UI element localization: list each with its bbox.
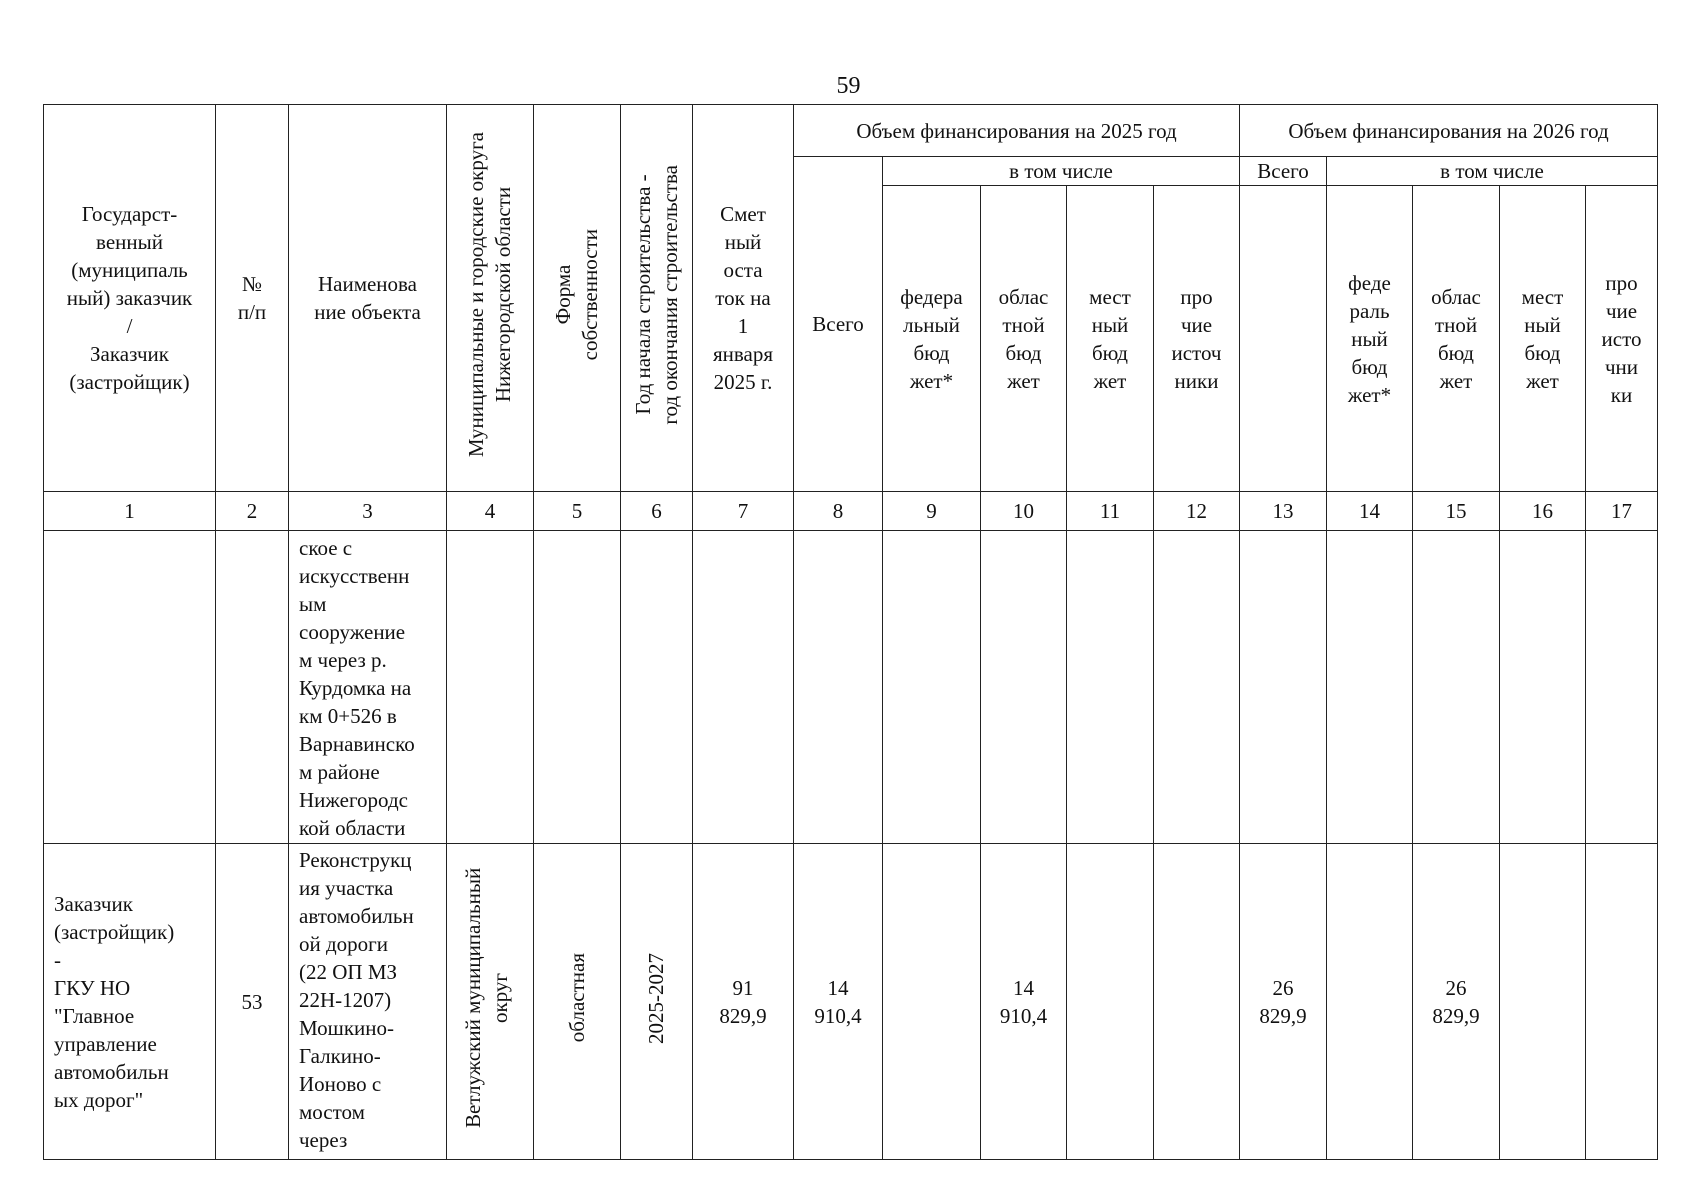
cell-empty: [693, 531, 794, 844]
cell-empty: [1067, 531, 1154, 844]
header-total-2026: Всего: [1240, 157, 1327, 186]
header-estimated-balance: Смет ный оста ток на 1 января 2025 г.: [693, 105, 794, 492]
column-number: 14: [1327, 492, 1413, 531]
column-number: 7: [693, 492, 794, 531]
federal-2026-cell: [1327, 844, 1413, 1160]
local-2025-cell: [1067, 844, 1154, 1160]
cell-empty: [794, 531, 883, 844]
header-federal-2025: федера льный бюд жет*: [883, 186, 981, 492]
header-including-2025: в том числе: [883, 157, 1240, 186]
column-number: 16: [1500, 492, 1586, 531]
regional-2026-cell: 26 829,9: [1413, 844, 1500, 1160]
header-other-2026: про чие исто чни ки: [1586, 186, 1658, 492]
cell-empty: [1154, 531, 1240, 844]
federal-2025-cell: [883, 844, 981, 1160]
column-number: 1: [44, 492, 216, 531]
header-regional-2025: облас тной бюд жет: [981, 186, 1067, 492]
cell-empty: [1500, 531, 1586, 844]
regional-2025-cell: 14 910,4: [981, 844, 1067, 1160]
cell-empty: [447, 531, 534, 844]
cell-empty: [1240, 531, 1327, 844]
column-number: 5: [534, 492, 621, 531]
cell-empty: [981, 531, 1067, 844]
page-number: 59: [836, 73, 861, 99]
header-local-2025: мест ный бюд жет: [1067, 186, 1154, 492]
estimated-balance-cell: 91 829,9: [693, 844, 794, 1160]
header-customer: [44, 105, 216, 492]
continuation-object-name: ское с искусственн ым сооружение м через р. Курдомка на км 0+526 в Варнавинско м районе Нижегородс кой области: [289, 531, 447, 844]
total-2026-cell: 26 829,9: [1240, 844, 1327, 1160]
header-local-2026: мест ный бюд жет: [1500, 186, 1586, 492]
other-2026-cell: [1586, 844, 1658, 1160]
header-financing-2025: Объем финансирования на 2025 год: [794, 105, 1240, 157]
column-number: 11: [1067, 492, 1154, 531]
header-ownership: Форма собственности: [534, 105, 621, 492]
column-number: 10: [981, 492, 1067, 531]
column-number: 15: [1413, 492, 1500, 531]
municipality-cell: Ветлужский муниципальный округ: [447, 844, 534, 1160]
cell-empty: [1586, 531, 1658, 844]
header-total-2026-body: [1240, 186, 1327, 492]
header-regional-2026: облас тной бюд жет: [1413, 186, 1500, 492]
column-number: 4: [447, 492, 534, 531]
years-cell: 2025-2027: [621, 844, 693, 1160]
cell-empty: [44, 531, 216, 844]
header-municipality: Муниципальные и городские округа Нижегородской области: [447, 105, 534, 492]
customer-cell: Заказчик (застройщик) - ГКУ НО "Главное управление автомобильн ых дорог": [44, 844, 216, 1160]
column-number: 2: [216, 492, 289, 531]
total-2025-cell: 14 910,4: [794, 844, 883, 1160]
column-number: 8: [794, 492, 883, 531]
header-construction-years: Год начала строительства - год окончания строительства: [621, 105, 693, 492]
header-federal-2026: феде раль ный бюд жет*: [1327, 186, 1413, 492]
header-including-2026: в том числе: [1327, 157, 1658, 186]
column-number-row: [44, 492, 1658, 531]
ownership-cell: областная: [534, 844, 621, 1160]
header-financing-2026: Объем финансирования на 2026 год: [1240, 105, 1658, 157]
header-object-name: Наименова ние объекта: [289, 105, 447, 492]
local-2026-cell: [1500, 844, 1586, 1160]
column-number: 9: [883, 492, 981, 531]
column-number: 6: [621, 492, 693, 531]
header-customer-text: Государст- венный (муниципаль ный) заказчик / Заказчик (застройщик): [66, 202, 193, 394]
table-row: [44, 844, 1658, 1160]
continuation-row: [44, 531, 1658, 844]
column-number: 17: [1586, 492, 1658, 531]
header-total-2025: Всего: [794, 157, 883, 492]
cell-empty: [216, 531, 289, 844]
financing-table: [43, 104, 1658, 1160]
other-2025-cell: [1154, 844, 1240, 1160]
cell-empty: [883, 531, 981, 844]
cell-empty: [621, 531, 693, 844]
object-name-cell: Реконструкц ия участка автомобильн ой дороги (22 ОП МЗ 22Н-1207) Мошкино- Галкино- Ионово с мостом через: [289, 844, 447, 1160]
item-number-cell: 53: [216, 844, 289, 1160]
header-other-2025: про чие источ ники: [1154, 186, 1240, 492]
column-number: 3: [289, 492, 447, 531]
header-item-number: № п/п: [216, 105, 289, 492]
column-number: 13: [1240, 492, 1327, 531]
cell-empty: [534, 531, 621, 844]
column-number: 12: [1154, 492, 1240, 531]
cell-empty: [1327, 531, 1413, 844]
cell-empty: [1413, 531, 1500, 844]
